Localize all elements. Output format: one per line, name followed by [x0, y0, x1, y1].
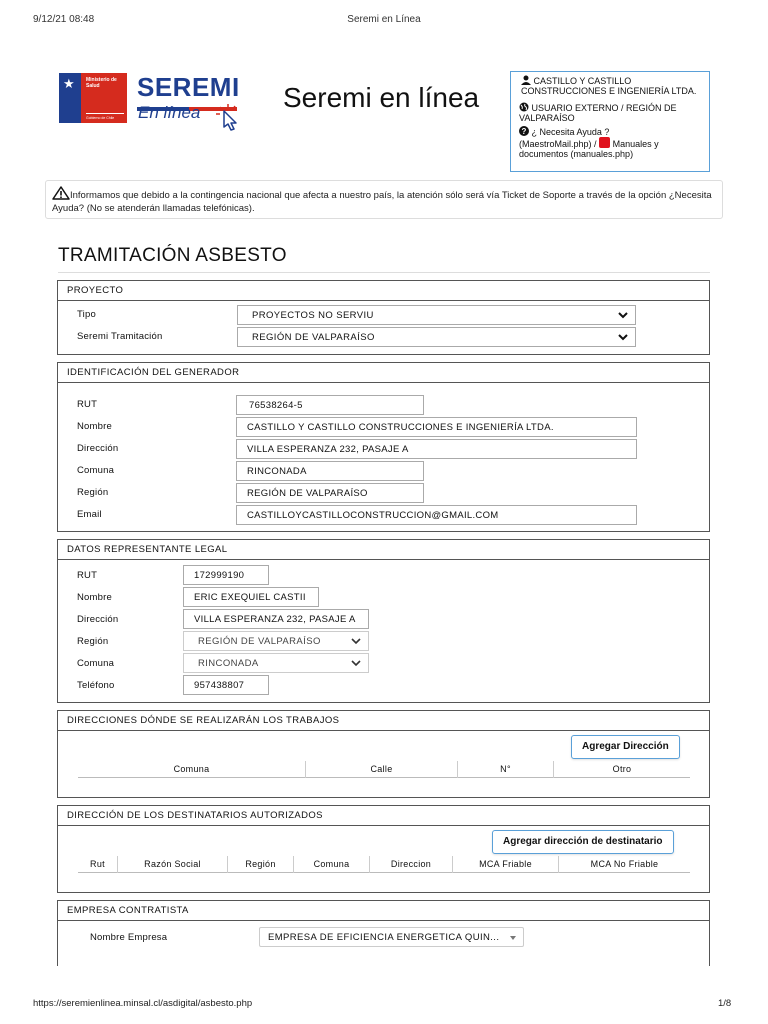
- rep-comuna-value: RINCONADA: [198, 658, 259, 669]
- tipo-select-value: PROYECTOS NO SERVIU: [252, 310, 374, 321]
- user-company: CASTILLO Y CASTILLO CONSTRUCCIONES E INGENIERÍA LTDA.: [521, 76, 697, 96]
- generador-direccion-field[interactable]: VILLA ESPERANZA 232, PASAJE A: [236, 439, 637, 459]
- empresa-select[interactable]: [259, 927, 524, 947]
- generador-header: IDENTIFICACIÓN DEL GENERADOR: [58, 363, 709, 383]
- agregar-destinatario-button[interactable]: Agregar dirección de destinatario: [492, 830, 674, 854]
- help-link-target[interactable]: (MaestroMail.php): [519, 139, 592, 149]
- empresa-select-value: EMPRESA DE EFICIENCIA ENERGETICA QUIN...: [268, 932, 500, 943]
- direcciones-panel: [57, 710, 710, 798]
- rep-nombre-label: Nombre: [77, 592, 112, 603]
- rep-telefono-field[interactable]: 957438807: [183, 675, 269, 695]
- link-separator: /: [594, 139, 597, 149]
- rep-region-value: REGIÓN DE VALPARAÍSO: [198, 636, 321, 647]
- destinatarios-panel: [57, 805, 710, 893]
- ministry-logo: ★ Ministerio de Salud Gobierno de Chile: [59, 73, 127, 123]
- col-comuna: Comuna: [313, 859, 350, 869]
- svg-text:?: ?: [521, 127, 527, 136]
- chevron-down-icon: [350, 657, 362, 669]
- rep-rut-label: RUT: [77, 570, 98, 581]
- direcciones-header: DIRECCIONES DÓNDE SE REALIZARÁN LOS TRABAJOS: [58, 711, 709, 731]
- col-calle: Calle: [370, 764, 393, 774]
- rep-direccion-label: Dirección: [77, 614, 119, 625]
- print-title: Seremi en Línea: [347, 14, 421, 25]
- col-mca-no-friable: MCA No Friable: [590, 859, 659, 869]
- rut-label: RUT: [77, 399, 98, 410]
- footer-url: https://seremienlinea.minsal.cl/asdigital/asbesto.php: [33, 998, 253, 1009]
- destinatarios-header: DIRECCIÓN DE LOS DESTINATARIOS AUTORIZADOS: [58, 806, 709, 826]
- empresa-label: Nombre Empresa: [90, 932, 168, 943]
- seremi-logo: SEREMI: [137, 72, 240, 102]
- generador-nombre-field[interactable]: CASTILLO Y CASTILLO CONSTRUCCIONES E INGENIERÍA LTDA.: [236, 417, 637, 437]
- chevron-down-icon: [617, 331, 629, 343]
- print-datetime: 9/12/21 08:48: [33, 14, 95, 25]
- nombre-label: Nombre: [77, 421, 112, 432]
- contratista-header: EMPRESA CONTRATISTA: [58, 901, 709, 921]
- manuals-icon: [599, 137, 610, 148]
- page-title: TRAMITACIÓN ASBESTO: [58, 245, 287, 266]
- user-info-box: [510, 71, 710, 172]
- seremi-tramitacion-select[interactable]: [237, 327, 636, 347]
- region-label: Región: [77, 487, 109, 498]
- seremi-tramitacion-label: Seremi Tramitación: [77, 331, 163, 342]
- col-comuna: Comuna: [173, 764, 210, 774]
- tipo-select[interactable]: [237, 305, 636, 325]
- representante-panel: [57, 539, 710, 703]
- rep-comuna-select[interactable]: [183, 653, 369, 673]
- cursor-click-icon: [214, 103, 246, 131]
- col-rut: Rut: [90, 859, 105, 869]
- generador-comuna-field[interactable]: RINCONADA: [236, 461, 424, 481]
- col-mca-friable: MCA Friable: [479, 859, 532, 869]
- rep-nombre-field[interactable]: ERIC EXEQUIEL CASTII: [183, 587, 319, 607]
- seremi-logo-subtitle: En línea: [138, 103, 201, 122]
- seremi-select-value: REGIÓN DE VALPARAÍSO: [252, 332, 375, 343]
- col-region: Región: [245, 859, 276, 869]
- direcciones-table-header: [78, 761, 690, 778]
- rep-region-select[interactable]: [183, 631, 369, 651]
- triangle-down-icon: [510, 936, 516, 940]
- contingency-alert: [45, 180, 723, 219]
- rep-rut-field[interactable]: 172999190: [183, 565, 269, 585]
- direccion-label: Dirección: [77, 443, 119, 454]
- title-divider: [58, 272, 710, 273]
- destinatarios-table-header: [78, 856, 690, 873]
- col-otro: Otro: [612, 764, 632, 774]
- rep-telefono-label: Teléfono: [77, 680, 115, 691]
- page-cut: [0, 966, 768, 1024]
- email-label: Email: [77, 509, 102, 520]
- col-direccion: Direccion: [390, 859, 432, 869]
- col-razon-social: Razón Social: [144, 859, 201, 869]
- proyecto-header: PROYECTO: [58, 281, 709, 301]
- representante-header: DATOS REPRESENTANTE LEGAL: [58, 540, 709, 560]
- help-icon: [519, 126, 529, 136]
- footer-page: 1/8: [718, 998, 732, 1009]
- warning-icon: [52, 186, 70, 200]
- proyecto-panel: [57, 280, 710, 355]
- comuna-label: Comuna: [77, 465, 115, 476]
- chevron-down-icon: [350, 635, 362, 647]
- col-numero: N°: [500, 764, 511, 774]
- tipo-label: Tipo: [77, 309, 96, 320]
- agregar-direccion-button[interactable]: Agregar Dirección: [571, 735, 680, 759]
- generador-rut-field[interactable]: 76538264-5: [236, 395, 424, 415]
- rep-region-label: Región: [77, 636, 109, 647]
- generador-email-field[interactable]: CASTILLOYCASTILLOCONSTRUCCION@GMAIL.COM: [236, 505, 637, 525]
- globe-icon: [519, 102, 529, 112]
- alert-text: Informamos que debido a la contingencia nacional que afecta a nuestro país, la atención sólo será vía Ticket de Soporte a través de la opción ¿Necesita Ayuda? (No se atenderán llamadas telefónicas).: [52, 190, 712, 214]
- generador-panel: [57, 362, 710, 532]
- user-type: USUARIO EXTERNO / REGIÓN DE VALPARAÍSO: [519, 103, 677, 123]
- help-link[interactable]: ¿ Necesita Ayuda ?: [531, 127, 610, 137]
- manuals-link[interactable]: Manuales y documentos (manuales.php): [519, 139, 659, 159]
- seremi-logo-bar: [137, 98, 237, 102]
- site-title: Seremi en línea: [283, 82, 480, 113]
- rep-direccion-field[interactable]: VILLA ESPERANZA 232, PASAJE A: [183, 609, 369, 629]
- user-icon: [521, 75, 531, 85]
- chevron-down-icon: [617, 309, 629, 321]
- generador-region-field[interactable]: REGIÓN DE VALPARAÍSO: [236, 483, 424, 503]
- rep-comuna-label: Comuna: [77, 658, 115, 669]
